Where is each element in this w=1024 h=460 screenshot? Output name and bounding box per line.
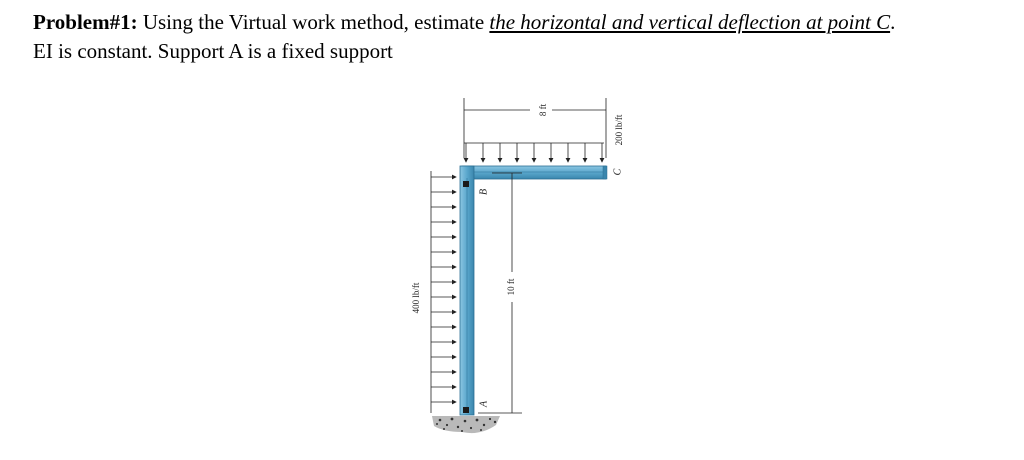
dimension-vertical xyxy=(478,173,522,413)
load-top-distributed xyxy=(464,114,624,162)
point-c-label: C xyxy=(612,168,624,176)
fixed-support-ground xyxy=(432,416,500,433)
dim-10ft-label: 10 ft xyxy=(506,278,517,296)
problem-text: Using the Virtual work method, estimate xyxy=(137,10,490,34)
problem-period: . xyxy=(890,10,896,34)
load-left-label: 400 lb/ft xyxy=(411,282,422,314)
beam-bc xyxy=(462,166,606,179)
beam-end-c xyxy=(603,166,607,179)
problem-line-2: EI is constant. Support A is a fixed support xyxy=(33,39,393,63)
dim-8ft-label: 8 ft xyxy=(538,103,549,117)
load-top-label: 200 lb/ft xyxy=(614,114,625,146)
load-left-distributed xyxy=(411,171,456,413)
point-b-label: B xyxy=(478,188,490,196)
problem-number: Problem#1: xyxy=(33,10,138,34)
point-a-label: A xyxy=(478,400,490,408)
problem-emphasis: the horizontal and vertical deflection at point C xyxy=(489,10,891,34)
